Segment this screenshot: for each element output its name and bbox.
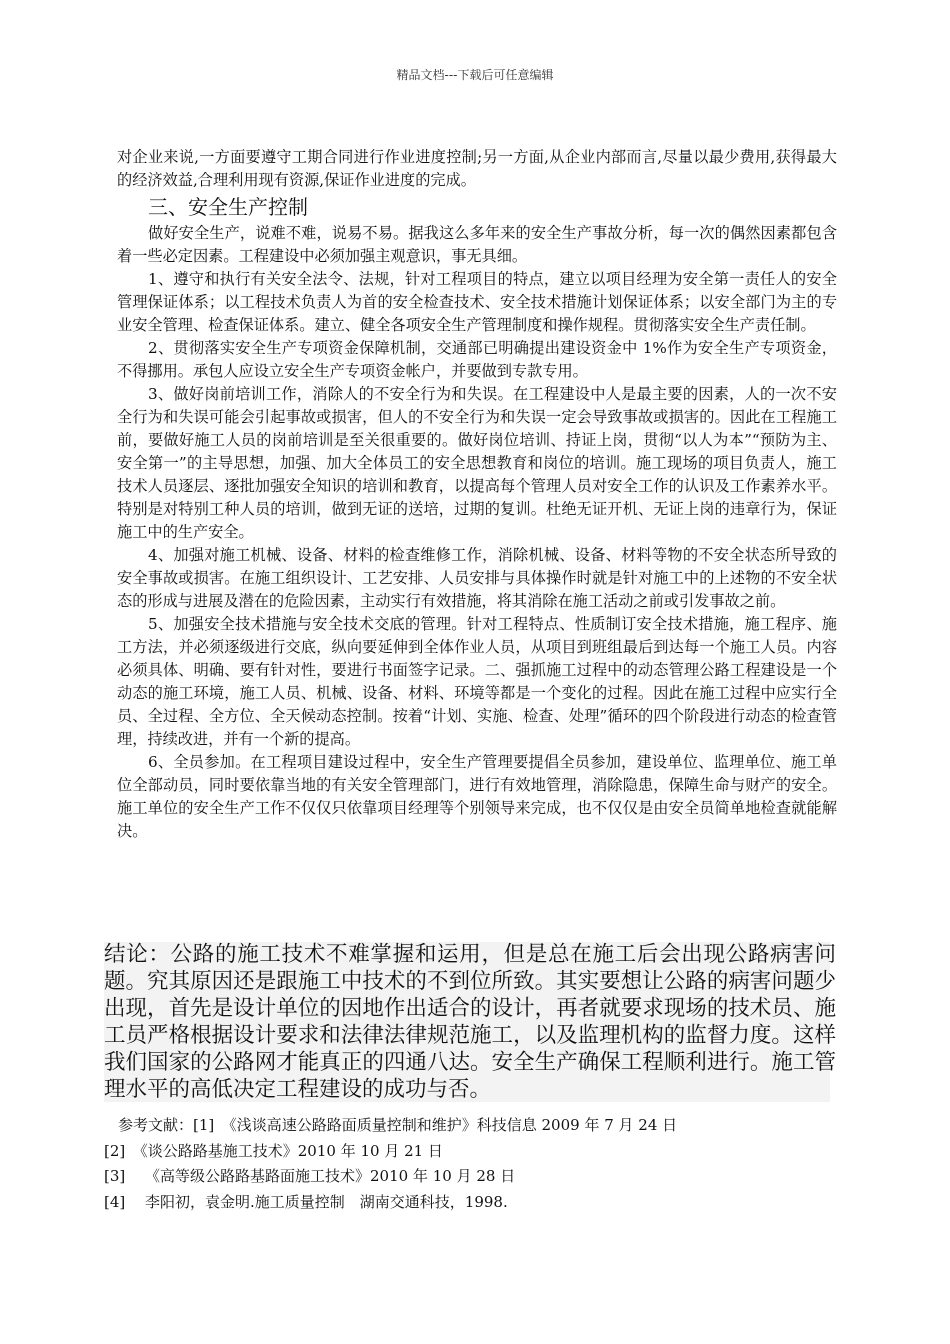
intro-section [117, 146, 837, 192]
intro-paragraph: 对企业来说,一方面要遵守工期合同进行作业进度控制;另一方面,从企业内部而言,尽量以最少费用,获得最大的经济效益,合理利用现有资源,保证作业进度的完成。 [117, 148, 837, 189]
body-paragraph: 3、做好岗前培训工作，消除人的不安全行为和失误。在工程建设中人是最主要的因素，人的一次不安全行为和失误可能会引起事故或损害，但人的不安全行为和失误一定会导致事故或损害的。因此在工程施工前，要做好施工人员的岗前培训是至关很重要的。做好岗位培训、持证上岗，贯彻“以人为本”“预防为主、安全第一”的主导思想，加强、加大全体员工的安全思想教育和岗位的培训。施工现场的项目负责人，施工技术人员逐层、逐批加强安全知识的培训和教育，以提高每个管理人员对安全工作的认识及工作素养水平。特别是对特别工种人员的培训，做到无证的送培，过期的复训。杜绝无证开机、无证上岗的违章行为，保证施工中的生产安全。 [117, 385, 837, 541]
reference-item: [4] 李阳初，袁金明.施工质量控制 湖南交通科技，1998. [104, 1192, 508, 1211]
conclusion-paragraph: 结论：公路的施工技术不难掌握和运用，但是总在施工后会出现公路病害问题。究其原因还是跟施工中技术的不到位所致。其实要想让公路的病害问题少出现，首先是设计单位的因地作出适合的设计，再者就要求现场的技术员、施工员严格根据设计要求和法律法律规范施工，以及监理机构的监督力度。这样我们国家的公路网才能真正的四通八达。安全生产确保工程顺利进行。施工管理水平的高低决定工程建设的成功与否。 [104, 942, 836, 1102]
reference-item: 参考文献：[1] 《浅谈高速公路路面质量控制和维护》科技信息 2009 年 7 月 24 日 [118, 1116, 678, 1134]
body-paragraph: 做好安全生产，说难不难，说易不易。据我这么多年来的安全生产事故分析，每一次的偶然因素都包含着一些必定因素。工程建设中必须加强主观意识，事无具细。 [117, 224, 837, 265]
page-header: 精品文档---下载后可任意编辑 [396, 68, 554, 82]
body-paragraph: 4、加强对施工机械、设备、材料的检查维修工作，消除机械、设备、材料等物的不安全状态所导致的安全事故或损害。在施工组织设计、工艺安排、人员安排与具体操作时就是针对施工中的上述物的不安全状态的形成与进展及潜在的危险因素，主动实行有效措施，将其消除在施工活动之前或引发事故之前。 [117, 546, 837, 610]
body-paragraph: 2、贯彻落实安全生产专项资金保障机制，交通部已明确提出建设资金中 1%作为安全生产专项资金，不得挪用。承包人应设立安全生产专项资金帐户，并要做到专款专用。 [117, 339, 837, 380]
reference-item: [3] 《高等级公路路基路面施工技术》2010 年 10 月 28 日 [104, 1167, 516, 1185]
body-paragraph: 1、遵守和执行有关安全法令、法规，针对工程项目的特点，建立以项目经理为安全第一责任人的安全管理保证体系；以工程技术负责人为首的安全检查技术、安全技术措施计划保证体系；以安全部门为主的专业安全管理、检查保证体系。建立、健全各项安全生产管理制度和操作规程。贯彻落实安全生产责任制。 [117, 270, 837, 334]
body-paragraph: 6、全员参加。在工程项目建设过程中，安全生产管理要提倡全员参加，建设单位、监理单位、施工单位全部动员，同时要依靠当地的有关安全管理部门，进行有效地管理，消除隐患，保障生命与财产的安全。施工单位的安全生产工作不仅仅只依靠项目经理等个别领导来完成，也不仅仅是由安全员简单地检查就能解决。 [117, 753, 837, 840]
reference-item: [2] 《谈公路路基施工技术》2010 年 10 月 21 日 [104, 1141, 443, 1160]
section-heading: 三、安全生产控制 [148, 195, 308, 219]
references-list [104, 1113, 834, 1215]
main-section [117, 222, 837, 843]
body-paragraph: 5、加强安全技术措施与安全技术交底的管理。针对工程特点、性质制订安全技术措施，施工程序、施工方法，并必须逐级进行交底，纵向要延伸到全体作业人员，从项目到班组最后到达每一个施工人员。内容必须具体、明确、要有针对性，要进行书面签字记录。二、强抓施工过程中的动态管理公路工程建设是一个动态的施工环境，施工人员、机械、设备、材料、环境等都是一个变化的过程。因此在施工过程中应实行全员、全过程、全方位、全天候动态控制。按着“计划、实施、检查、处理”循环的四个阶段进行动态的检查管理，持续改进，并有一个新的提高。 [117, 615, 837, 748]
